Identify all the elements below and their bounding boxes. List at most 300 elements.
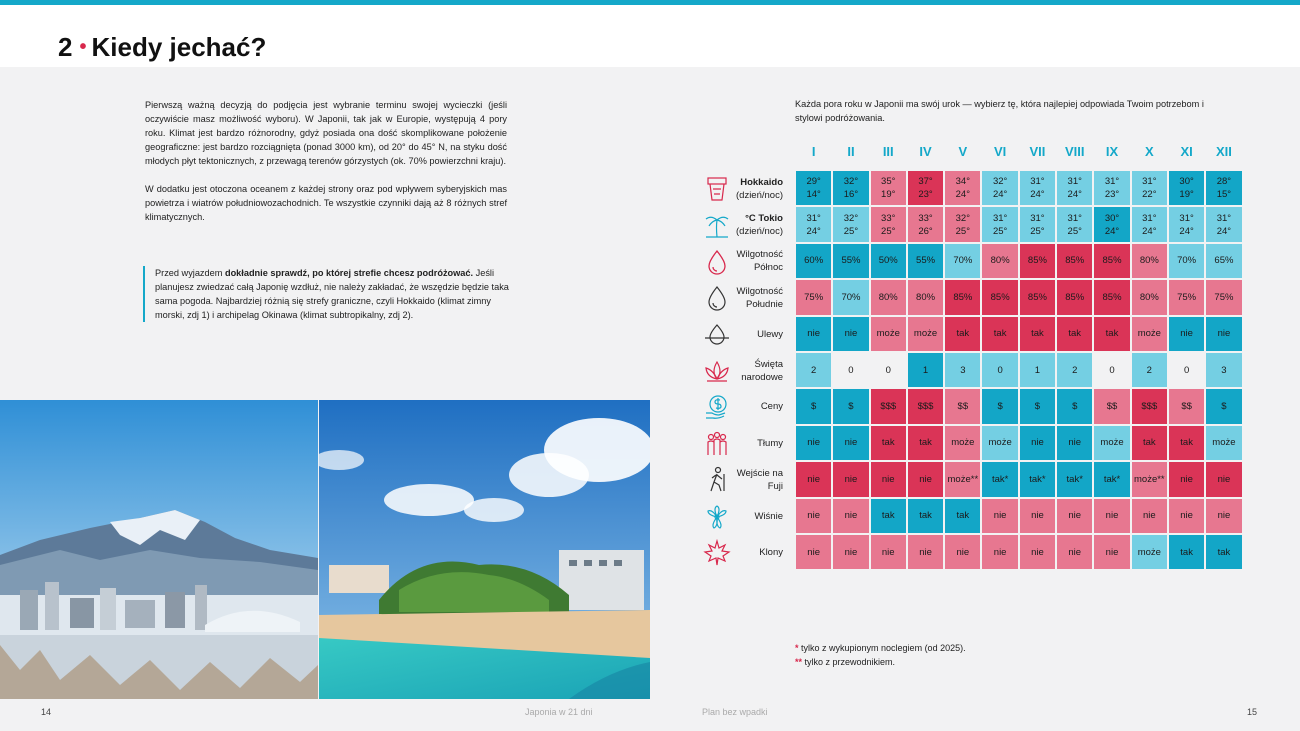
table-cell: [981, 316, 1018, 352]
table-cell: [1131, 316, 1168, 352]
table-cell: [870, 170, 907, 206]
row-label-main: Wilgotność Południe: [736, 285, 783, 310]
cell-value: nie: [807, 546, 820, 558]
row-label-main: Tłumy: [757, 437, 783, 449]
table-cell: [1131, 388, 1168, 424]
row-label: [700, 534, 791, 571]
table-row: [795, 388, 1243, 424]
cell-value: może**: [1134, 473, 1165, 485]
table-cell: [870, 388, 907, 424]
table-cell: [1019, 206, 1056, 242]
cell-value: $: [1221, 401, 1227, 413]
table-cell: [1205, 316, 1242, 352]
table-cell: [1205, 206, 1242, 242]
table-cell: [1093, 425, 1130, 461]
table-cell: [907, 388, 944, 424]
cell-value: 3: [1221, 364, 1227, 376]
cell-value-night: 25°: [843, 225, 859, 237]
table-cell: [1093, 461, 1130, 497]
table-cell: [1093, 243, 1130, 279]
row-label: [700, 279, 791, 316]
page-number-left: 14: [41, 707, 52, 717]
cell-value: tak: [1180, 546, 1193, 558]
cell-value: 35°: [881, 176, 896, 188]
cell-value: 31°: [1067, 212, 1082, 224]
cell-value: 1: [1034, 364, 1041, 376]
cell-value: może**: [947, 473, 979, 485]
page-title: [58, 32, 266, 63]
table-cell: [1205, 388, 1242, 424]
month-header: [795, 144, 1243, 159]
table-cell: [1205, 425, 1242, 461]
table-cell: [832, 316, 869, 352]
callout-bold: dokładnie sprawdź, po której strefie chcesz podróżować.: [224, 268, 474, 278]
cell-value-night: 25°: [1067, 225, 1082, 237]
table-cell: [1168, 534, 1205, 570]
cell-value: 85%: [990, 291, 1010, 303]
row-label-main: Święta narodowe: [741, 358, 783, 383]
month-6: VI: [993, 144, 1007, 159]
cell-value: 85%: [1065, 291, 1085, 303]
price-icon: [703, 393, 731, 421]
table-cell: [870, 498, 907, 534]
table-cell: [795, 425, 832, 461]
cell-value: nie: [1217, 473, 1231, 485]
table-cell: [907, 316, 944, 352]
cell-value: nie: [1105, 546, 1119, 558]
month-4: IV: [919, 144, 932, 159]
table-row: [795, 279, 1243, 315]
cell-value: 60%: [804, 255, 824, 267]
cell-value-night: 22°: [1142, 189, 1157, 201]
table-cell: [1205, 170, 1242, 206]
cell-value: może: [1137, 546, 1161, 558]
cell-value: nie: [1031, 546, 1044, 558]
climate-table: [795, 170, 1243, 570]
cell-value: 70%: [841, 291, 861, 303]
table-cell: [981, 170, 1018, 206]
cell-value: 85%: [953, 291, 973, 303]
table-cell: [1168, 243, 1205, 279]
table-cell: [1205, 352, 1242, 388]
cell-value: 75%: [804, 291, 824, 303]
table-cell: [1056, 170, 1093, 206]
table-cell: [944, 534, 981, 570]
row-label-main: Ulewy: [757, 328, 783, 340]
cell-value-night: 24°: [955, 189, 971, 201]
table-cell: [907, 534, 944, 570]
cell-value: nie: [1217, 328, 1231, 340]
table-row: [795, 352, 1243, 388]
cell-value: 31°: [1142, 212, 1157, 224]
table-row: [795, 170, 1243, 206]
table-cell: [981, 352, 1018, 388]
cell-value: 85%: [1102, 255, 1122, 267]
cell-value: 31°: [1104, 176, 1120, 188]
cell-value: 80%: [1139, 291, 1159, 303]
cell-value: 32°: [955, 212, 971, 224]
cell-value: może: [988, 437, 1012, 449]
cell-value: 80%: [878, 291, 898, 303]
cell-value: 31°: [1067, 176, 1082, 188]
table-cell: [1019, 534, 1056, 570]
cell-value: nie: [844, 546, 858, 558]
table-cell: [832, 498, 869, 534]
table-cell: [832, 461, 869, 497]
cell-value: nie: [1068, 546, 1082, 558]
row-label-bold: °C Tokio: [745, 212, 783, 224]
cell-value-night: 19°: [1179, 189, 1194, 201]
cell-value: $$$: [917, 401, 934, 413]
crowd-icon: [703, 430, 731, 458]
cell-value: tak: [1217, 546, 1231, 558]
cell-value: tak*: [1029, 473, 1046, 485]
cell-value: 31°: [1179, 212, 1194, 224]
table-cell: [907, 206, 944, 242]
sakura-icon: [703, 503, 731, 531]
cell-value: $: [848, 401, 854, 413]
table-row: [795, 316, 1243, 352]
table-cell: [1168, 352, 1205, 388]
cell-value: 33°: [881, 212, 896, 224]
cell-value-night: 23°: [918, 189, 933, 201]
month-11: XI: [1180, 144, 1193, 159]
table-cell: [1093, 534, 1130, 570]
footer: [0, 699, 1300, 731]
cell-value: 34°: [955, 176, 971, 188]
table-cell: [795, 461, 832, 497]
cell-value: 85%: [1027, 255, 1047, 267]
cell-value-night: 24°: [1179, 225, 1194, 237]
cell-value: $$$: [1141, 401, 1158, 413]
callout-pre: Przed wyjazdem: [155, 268, 225, 278]
table-cell: [1168, 425, 1205, 461]
table-cell: [981, 534, 1018, 570]
table-cell: [1168, 170, 1205, 206]
cell-value: tak*: [991, 473, 1009, 485]
palm-icon: [703, 211, 731, 239]
cell-value: tak: [956, 328, 970, 340]
cell-value: tak: [993, 328, 1007, 340]
table-row: [795, 206, 1243, 242]
cell-value: nie: [807, 437, 820, 449]
cell-value: 30°: [1179, 176, 1194, 188]
right-intro: Każda pora roku w Japonii ma swój urok — wybierz tę, która najlepiej odpowiada Twoim potrzebom i stylowi podróżowania.: [795, 99, 1204, 123]
table-cell: [1019, 279, 1056, 315]
cell-value: nie: [881, 473, 895, 485]
cell-value: tak: [1105, 328, 1119, 340]
footnote-2: [795, 655, 966, 669]
table-cell: [1056, 206, 1093, 242]
row-label: [700, 243, 791, 280]
row-label-main: (dzień/noc): [736, 189, 783, 201]
table-cell: [795, 170, 832, 206]
cell-value: 31°: [806, 212, 821, 224]
footnote-1-text: tylko z wykupionym noclegiem (od 2025).: [798, 643, 966, 653]
cell-value: 65%: [1214, 255, 1234, 267]
ice-icon: [703, 175, 731, 203]
table-cell: [1019, 388, 1056, 424]
cell-value: może: [876, 328, 900, 340]
row-label: [700, 170, 791, 207]
table-cell: [1205, 461, 1242, 497]
cell-value: $: [997, 401, 1003, 413]
cell-value: może: [1137, 328, 1161, 340]
month-9: IX: [1105, 144, 1119, 159]
row-label-main: Klony: [759, 547, 783, 558]
row-label-text: [736, 206, 783, 243]
cell-value: nie: [1180, 328, 1193, 340]
row-label-text: [757, 425, 783, 462]
table-cell: [832, 388, 869, 424]
table-cell: [832, 206, 869, 242]
row-label: [700, 461, 791, 498]
table-cell: [1019, 316, 1056, 352]
table-cell: [832, 170, 869, 206]
table-cell: [981, 279, 1018, 315]
table-cell: [1056, 388, 1093, 424]
month-1: I: [811, 144, 816, 159]
chapter-number: 2: [58, 32, 73, 62]
row-label-text: [736, 170, 783, 207]
cell-value: 55%: [841, 255, 861, 267]
cell-value: może: [1212, 437, 1236, 449]
row-label-text: [721, 279, 783, 316]
cell-value: nie: [1180, 473, 1193, 485]
table-cell: [944, 243, 981, 279]
month-5: V: [958, 144, 968, 159]
row-label-main: Wilgotność Północ: [736, 249, 783, 274]
row-label-text: [721, 352, 783, 389]
footer-book-title: Japonia w 21 dni: [525, 707, 593, 717]
cell-value: nie: [881, 546, 895, 558]
cell-value: tak: [881, 510, 895, 522]
maple-icon: [703, 539, 731, 567]
cell-value-night: 25°: [881, 225, 896, 237]
row-label-text: [757, 316, 783, 353]
table-cell: [795, 206, 832, 242]
table-cell: [907, 425, 944, 461]
table-cell: [1131, 425, 1168, 461]
cell-value-night: 25°: [992, 225, 1008, 237]
cell-value: 2: [1146, 364, 1152, 376]
footnote-2-star: **: [795, 657, 803, 667]
table-cell: [1131, 461, 1168, 497]
table-row: [795, 425, 1243, 461]
cell-value: 85%: [1065, 255, 1085, 267]
row-label-text: [754, 498, 783, 535]
cell-value: nie: [1068, 437, 1082, 449]
table-cell: [1056, 243, 1093, 279]
cell-value: nie: [919, 473, 932, 485]
cell-value-night: 16°: [843, 189, 859, 201]
table-cell: [832, 243, 869, 279]
table-cell: [944, 279, 981, 315]
table-cell: [944, 461, 981, 497]
table-cell: [981, 425, 1018, 461]
cell-value: 75%: [1214, 291, 1234, 303]
page-number-right: 15: [1247, 707, 1258, 717]
cell-value-night: 24°: [1142, 225, 1157, 237]
cell-value: tak: [1180, 437, 1193, 449]
table-cell: [1093, 170, 1130, 206]
table-cell: [944, 316, 981, 352]
footnote-1: [795, 641, 966, 655]
rain-icon: [703, 321, 731, 349]
cell-value: może: [951, 437, 975, 449]
header: [0, 5, 1300, 67]
cell-value: tak: [919, 510, 932, 522]
cell-value: nie: [993, 546, 1007, 558]
cell-value: 31°: [1030, 212, 1045, 224]
callout-box: [143, 266, 511, 322]
cell-value: $$: [1106, 401, 1118, 413]
cell-value: 50%: [878, 255, 898, 267]
intro-text: [145, 98, 507, 238]
table-cell: [1093, 352, 1130, 388]
table-cell: [1205, 534, 1242, 570]
table-cell: [944, 170, 981, 206]
table-row: [795, 534, 1243, 570]
month-8: VIII: [1064, 144, 1085, 159]
table-cell: [907, 170, 944, 206]
cell-value: 32°: [843, 212, 859, 224]
table-cell: [1131, 243, 1168, 279]
table-cell: [981, 243, 1018, 279]
table-cell: [832, 352, 869, 388]
table-cell: [1093, 316, 1130, 352]
table-cell: [1168, 279, 1205, 315]
cell-value: może: [1100, 437, 1124, 449]
cell-value: nie: [844, 437, 858, 449]
table-cell: [1205, 243, 1242, 279]
table-cell: [870, 425, 907, 461]
table-cell: [981, 461, 1018, 497]
table-cell: [1093, 206, 1130, 242]
cell-value: nie: [1180, 510, 1193, 522]
footnote-1-star: *: [795, 643, 799, 653]
cell-value: 31°: [992, 212, 1008, 224]
table-cell: [1205, 498, 1242, 534]
table-cell: [832, 425, 869, 461]
cell-value: nie: [1068, 510, 1082, 522]
cell-value: $$: [957, 401, 969, 413]
cell-value: nie: [807, 473, 820, 485]
cell-value: tak: [956, 510, 970, 522]
table-cell: [1168, 206, 1205, 242]
cell-value: 28°: [1216, 176, 1232, 188]
cell-value: 31°: [1216, 212, 1232, 224]
table-cell: [944, 352, 981, 388]
table-cell: [1056, 461, 1093, 497]
cell-value: $: [1034, 401, 1041, 413]
table-cell: [870, 461, 907, 497]
cell-value: nie: [844, 510, 858, 522]
table-cell: [795, 316, 832, 352]
cell-value: nie: [1217, 510, 1231, 522]
table-cell: [1019, 425, 1056, 461]
cell-value: 2: [1072, 364, 1078, 376]
table-cell: [1168, 461, 1205, 497]
month-2: II: [847, 144, 855, 159]
row-label-main: Wiśnie: [754, 510, 783, 522]
table-cell: [1056, 534, 1093, 570]
cell-value-night: 25°: [1030, 225, 1045, 237]
cell-value: 3: [960, 364, 966, 376]
table-cell: [944, 388, 981, 424]
photo-okinawa: [319, 400, 650, 699]
table-cell: [907, 279, 944, 315]
table-cell: [795, 279, 832, 315]
table-cell: [795, 243, 832, 279]
table-row: [795, 243, 1243, 279]
cell-value-night: 23°: [1104, 189, 1120, 201]
cell-value: nie: [1142, 510, 1156, 522]
table-cell: [981, 388, 1018, 424]
cell-value: 1: [922, 364, 929, 376]
cell-value: tak: [1142, 437, 1156, 449]
row-label: [700, 352, 791, 389]
cell-value-night: 19°: [881, 189, 896, 201]
cell-value-night: 24°: [1030, 189, 1045, 201]
row-label-bold: Hokkaido: [740, 176, 783, 188]
cell-value: tak*: [1066, 473, 1083, 485]
row-label: [700, 206, 791, 243]
table-cell: [1093, 498, 1130, 534]
table-cell: [870, 534, 907, 570]
cell-value: 75%: [1177, 291, 1197, 303]
cell-value: 85%: [1102, 291, 1122, 303]
table-cell: [981, 206, 1018, 242]
table-cell: [795, 352, 832, 388]
footnote-2-text: tylko z przewodnikiem.: [802, 657, 896, 667]
row-label-text: [721, 461, 783, 498]
row-label-text: [721, 243, 783, 280]
cell-value: nie: [1105, 510, 1119, 522]
cell-value: $: [1072, 401, 1078, 413]
table-cell: [870, 243, 907, 279]
cell-value: 80%: [1139, 255, 1159, 267]
cell-value-night: 14°: [806, 189, 821, 201]
footer-series: Plan bez wpadki: [702, 707, 768, 717]
table-cell: [1019, 243, 1056, 279]
table-cell: [832, 534, 869, 570]
cell-value: nie: [844, 328, 858, 340]
cell-value: nie: [956, 546, 970, 558]
cell-value-night: 24°: [806, 225, 821, 237]
intro-paragraph-2: W dodatku jest otoczona oceanem z każdej strony oraz pod wpływem syberyjskich mas powietrza i wiatrów południowozachodnich. Te wszystkie czynniki dają aż 8 różnych stref klimatycznych.: [145, 184, 507, 222]
cell-value: 37°: [918, 176, 933, 188]
cell-value: 80%: [916, 291, 936, 303]
table-cell: [1131, 206, 1168, 242]
cell-value: 55%: [916, 255, 936, 267]
intro-paragraph-1: Pierwszą ważną decyzją do podjęcia jest wybranie terminu swojej wycieczki (jeśli oczywiście masz możliwość wyboru). W Japonii, tak jak w Europie, występują 4 pory roku. Klimat jest bardzo różnorodny, gdyż posiada ona dość skomplikowane położenie geograficzne: jest bardzo rozciągnięta (ponad 3000 km), od 20° do 45° N, na styku dość młodych płyt tektonicznych, z przewagą terenów górzystych (ok. 70% powierzchni kraju).: [145, 100, 507, 166]
row-label-text: [759, 534, 783, 571]
cell-value-night: 24°: [1067, 189, 1082, 201]
month-12: XII: [1215, 144, 1232, 159]
table-cell: [944, 206, 981, 242]
table-cell: [795, 498, 832, 534]
table-cell: [1056, 279, 1093, 315]
row-label-main: Wejście na Fuji: [736, 467, 783, 492]
table-cell: [1131, 279, 1168, 315]
cell-value: 80%: [990, 255, 1010, 267]
table-cell: [870, 206, 907, 242]
table-cell: [1131, 534, 1168, 570]
month-10: X: [1144, 144, 1154, 159]
table-cell: [907, 498, 944, 534]
cell-value: 31°: [1142, 176, 1157, 188]
